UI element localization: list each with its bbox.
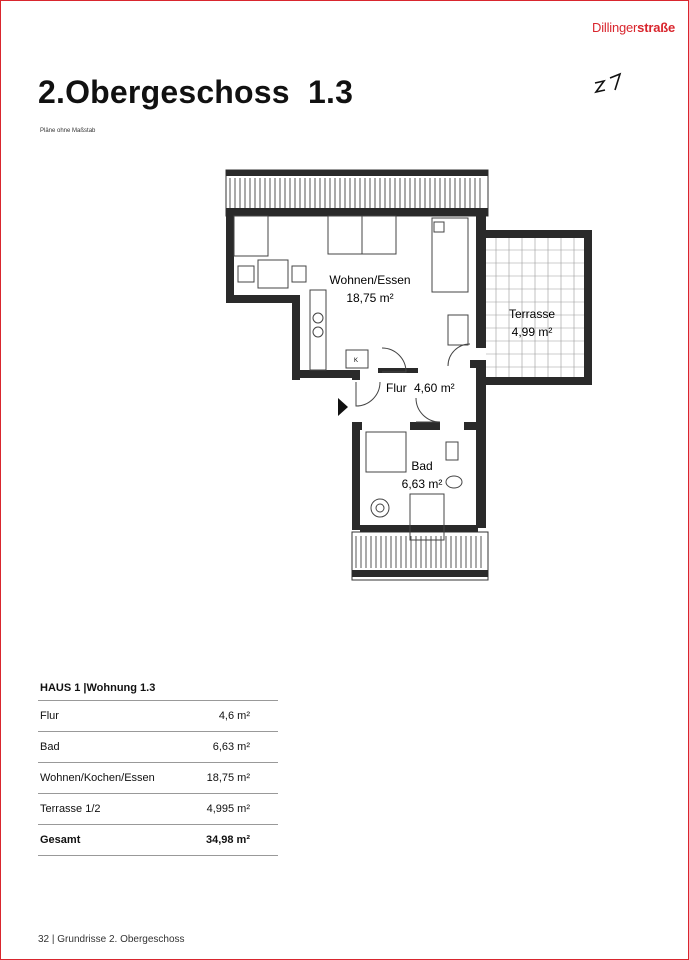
roof-hatch-bottom	[352, 532, 488, 580]
north-arrow-icon	[592, 70, 628, 100]
room-area-bad: 6,63 m²	[401, 477, 443, 491]
kitchen-mark: K	[353, 358, 359, 364]
area-table	[38, 678, 278, 856]
table-heading: HAUS 1 |Wohnung 1.3	[38, 678, 278, 701]
row-value: 4,6 m²	[218, 710, 250, 722]
room-label-bad: Bad	[411, 459, 433, 473]
room-label-terrasse: Terrasse	[508, 307, 556, 321]
row-value: 34,98 m²	[205, 834, 250, 846]
room-label-wohnen: Wohnen/Essen	[329, 273, 411, 287]
table-row	[38, 732, 278, 763]
row-value: 4,995 m²	[206, 803, 250, 815]
row-value: 18,75 m²	[206, 772, 250, 784]
row-value: 6,63 m²	[212, 741, 250, 753]
row-label: Terrasse 1/2	[40, 803, 101, 815]
row-label: Wohnen/Kochen/Essen	[40, 772, 155, 784]
table-row-total	[38, 825, 278, 856]
page-footer: 32 | Grundrisse 2. Obergeschoss	[38, 934, 185, 945]
page-title: 2.Obergeschoss 1.3	[38, 74, 354, 110]
brand-part2: straße	[637, 20, 675, 35]
brand-logo	[592, 20, 675, 35]
row-label: Flur	[40, 710, 59, 722]
brand-part1: Dillinger	[592, 20, 638, 35]
room-area-wohnen: 18,75 m²	[346, 291, 394, 305]
floor-plan	[170, 160, 600, 590]
room-area-terrasse: 4,99 m²	[511, 325, 553, 339]
row-label: Gesamt	[40, 834, 81, 846]
table-row	[38, 763, 278, 794]
room-area-flur: 4,60 m²	[414, 381, 455, 395]
room-label-flur: Flur	[386, 381, 407, 395]
table-row	[38, 701, 278, 732]
row-label: Bad	[40, 741, 60, 753]
entry-arrow-icon	[338, 398, 348, 416]
table-row	[38, 794, 278, 825]
scale-note: Pläne ohne Maßstab	[40, 128, 96, 134]
